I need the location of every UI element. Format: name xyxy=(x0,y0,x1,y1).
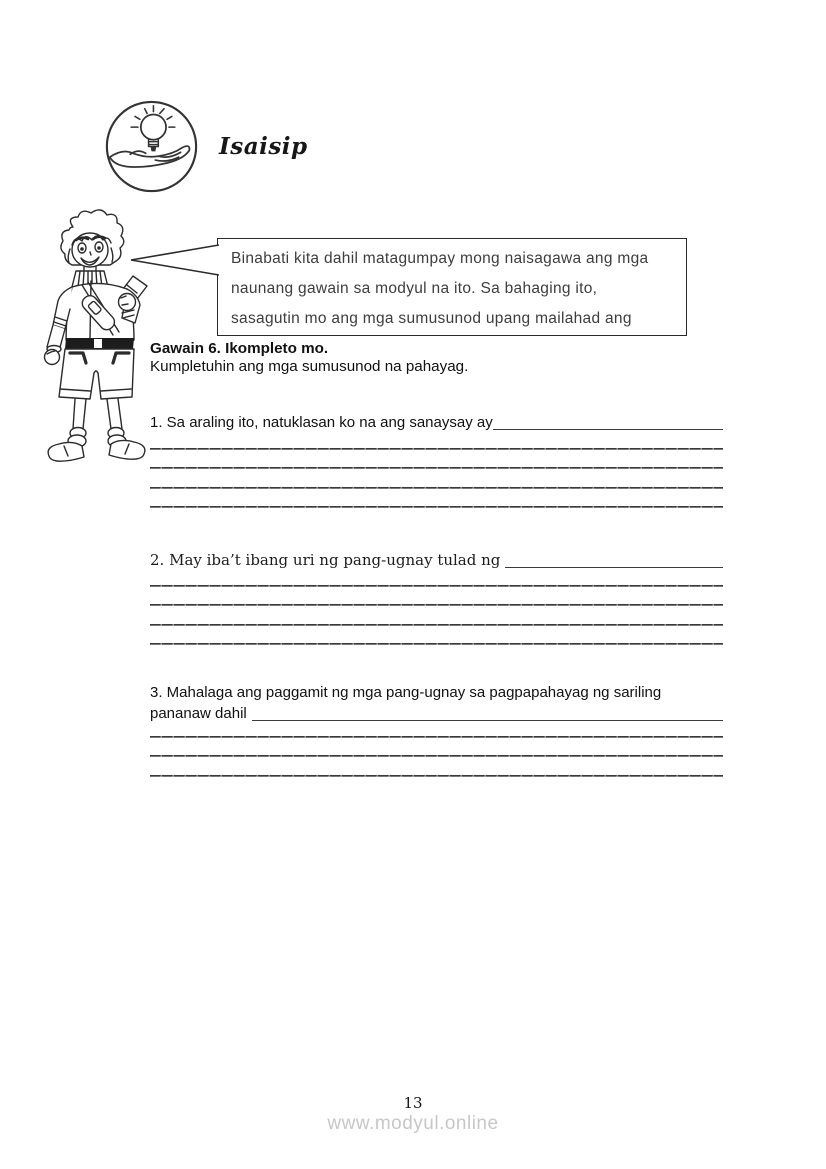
question-3-prompt-line1: 3. Mahalaga ang paggamit ng mga pang-ugnay sa pagpapahayag ng sariling xyxy=(150,684,662,701)
answer-line xyxy=(150,450,723,470)
answer-line xyxy=(150,757,723,777)
answer-line xyxy=(150,606,723,626)
speech-bubble-line: sasagutin mo ang mga sumusunod upang mailahad ang xyxy=(231,310,632,327)
speech-bubble xyxy=(217,238,687,336)
answer-blank xyxy=(252,703,723,721)
activity-instruction: Kumpletuhin ang mga sumusunod na pahayag. xyxy=(150,357,469,375)
speech-bubble-line: Binabati kita dahil matagumpay mong naisagawa ang mga xyxy=(231,250,649,267)
question-1 xyxy=(150,412,723,508)
answer-blank xyxy=(493,412,723,430)
speech-bubble-tail xyxy=(127,241,219,279)
answer-lines xyxy=(150,718,723,777)
speech-bubble-line: naunang gawain sa modyul na ito. Sa bahaging ito, xyxy=(231,280,598,297)
question-1-prompt: 1. Sa araling ito, natuklasan ko na ang sanaysay ay xyxy=(150,414,493,431)
answer-line xyxy=(150,587,723,607)
answer-lines xyxy=(150,430,723,508)
lightbulb-in-hand-icon xyxy=(103,98,200,195)
question-3-prompt-line2: pananaw dahil xyxy=(150,705,247,722)
question-3 xyxy=(150,682,723,777)
activity-heading: Gawain 6. Ikompleto mo. xyxy=(150,340,329,357)
answer-line xyxy=(150,738,723,758)
page-title: Isaisip xyxy=(219,133,308,160)
answer-line xyxy=(150,469,723,489)
answer-line xyxy=(150,626,723,646)
question-2 xyxy=(150,549,723,645)
watermark: www.modyul.online xyxy=(327,1113,499,1134)
answer-lines xyxy=(150,567,723,645)
answer-line xyxy=(150,489,723,509)
question-2-prompt: 2. May iba’t ibang uri ng pang-ugnay tulad ng xyxy=(150,551,501,569)
page-number: 13 xyxy=(403,1094,423,1112)
answer-blank xyxy=(505,549,723,568)
activity-header xyxy=(150,340,725,376)
